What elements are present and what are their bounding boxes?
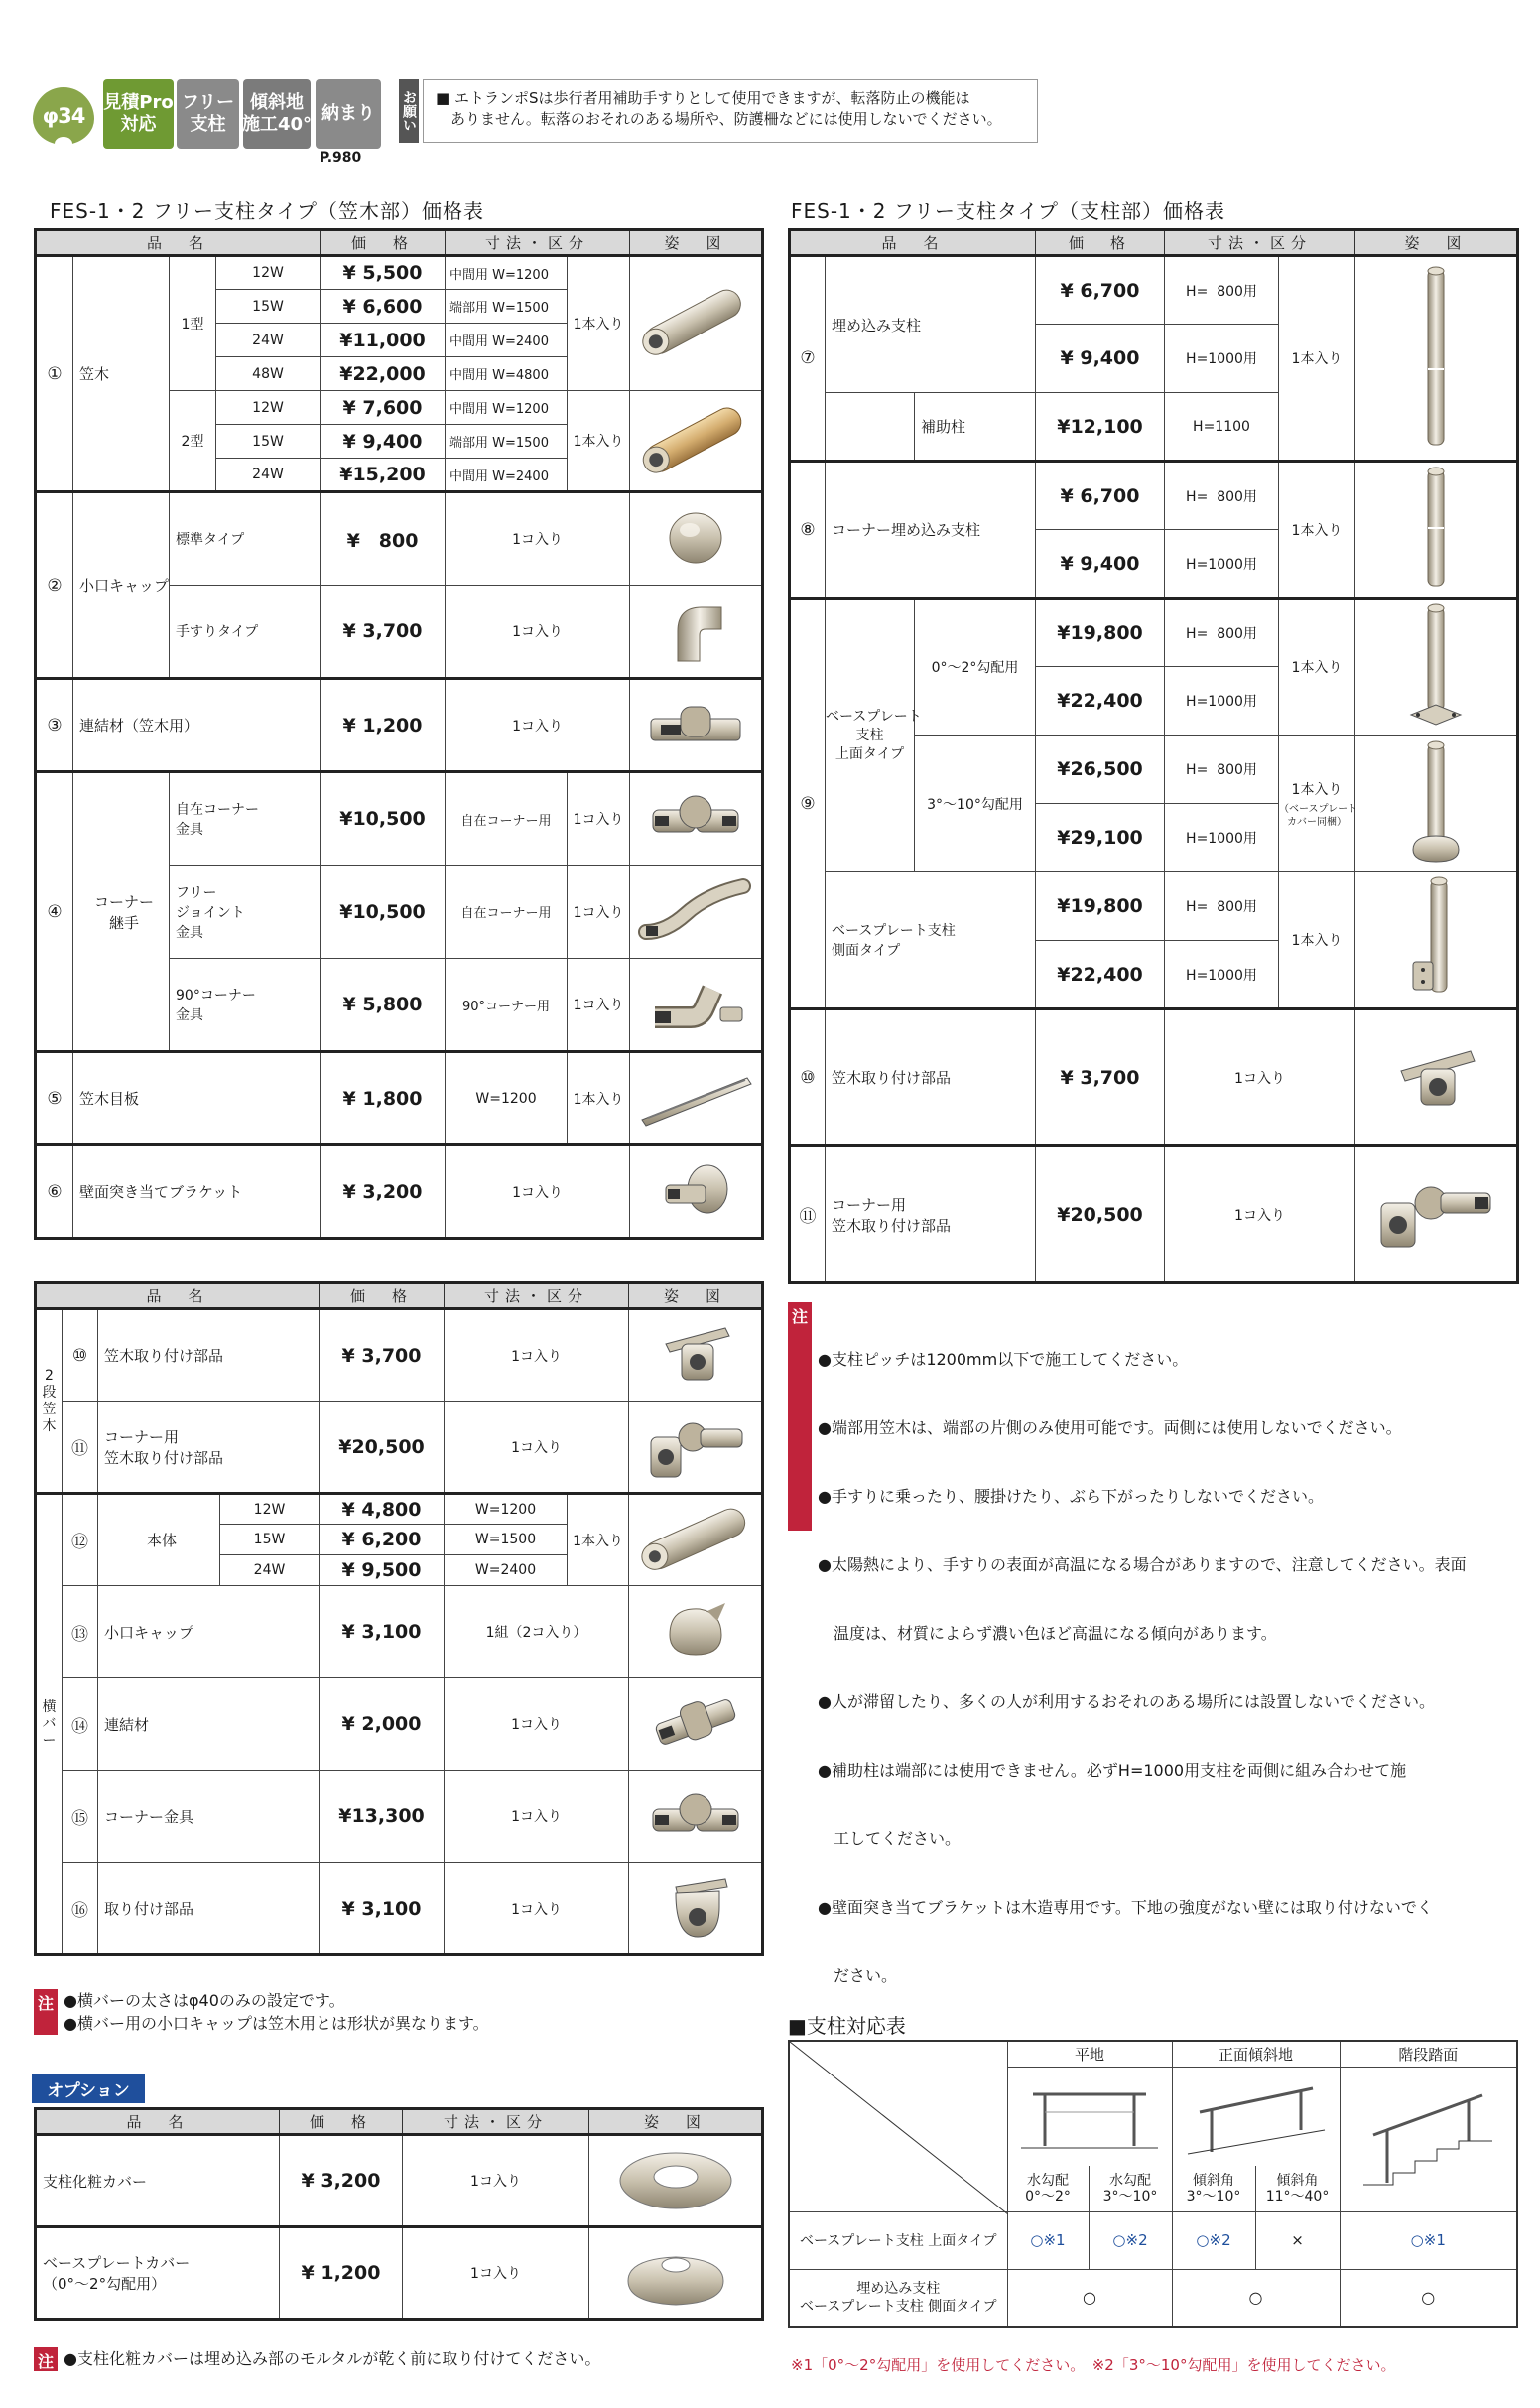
note-tag: 注 xyxy=(788,1302,812,1531)
flat-diagram xyxy=(1007,2067,1172,2166)
header-stairs: 階段踏面 xyxy=(1340,2041,1517,2067)
free-joint-image xyxy=(630,866,763,959)
badge-fitting: 納まり xyxy=(316,79,381,149)
size: 中間用 W=2400 xyxy=(446,459,568,492)
base-plate-post-side-image xyxy=(1355,872,1518,1009)
price: ¥ 6,200 xyxy=(320,1525,445,1555)
corner-embedded-post-image xyxy=(1355,462,1518,599)
item-name: 小口キャップ xyxy=(98,1586,320,1678)
col-image: 姿 図 xyxy=(630,230,763,256)
price: ¥ 7,600 xyxy=(321,391,446,425)
item-name: 補助柱 xyxy=(915,393,1036,462)
price: ¥15,200 xyxy=(321,459,446,492)
quantity: 1コ入り xyxy=(446,586,630,679)
item-name: 笠木 xyxy=(73,256,170,492)
bar-mount-image xyxy=(629,1863,763,1955)
quantity: 1本入り xyxy=(568,1052,630,1145)
price: ¥ 3,100 xyxy=(320,1586,445,1678)
price: ¥13,300 xyxy=(320,1771,445,1863)
width-code: 48W xyxy=(216,357,321,391)
col-price: 価 格 xyxy=(280,2109,403,2135)
size: 端部用 W=1500 xyxy=(446,425,568,459)
width-code: 12W xyxy=(216,391,321,425)
quantity: 1コ入り xyxy=(1165,1009,1355,1146)
col-name: 品 名 xyxy=(36,1283,320,1309)
item-name: 連結材 xyxy=(98,1678,320,1771)
badge-estimate-pro: 見積Pro 対応 xyxy=(103,79,174,149)
price: ¥19,800 xyxy=(1036,599,1165,667)
quantity-note: （ベースプレート カバー同梱） xyxy=(1279,803,1358,828)
item-number: ⑯ xyxy=(63,1863,98,1955)
compat-title: ■支柱対応表 xyxy=(788,2014,906,2038)
width-code: 12W xyxy=(216,256,321,290)
item-number: ⑤ xyxy=(36,1052,73,1145)
price: ¥10,500 xyxy=(321,772,446,866)
quantity: 1本入り xyxy=(568,391,630,492)
size: 自在コーナー用 xyxy=(446,772,568,866)
wall-bracket-image xyxy=(630,1145,763,1239)
item-name: コーナー用 笠木取り付け部品 xyxy=(826,1146,1036,1283)
quantity: 1本入り xyxy=(1279,599,1355,736)
width-code: 12W xyxy=(220,1494,320,1525)
item-number: ⑩ xyxy=(63,1309,98,1402)
price: ¥ 9,400 xyxy=(1036,530,1165,599)
item-number: ⑫ xyxy=(63,1494,98,1586)
right-table-title: FES-1・2 フリー支柱タイプ（支柱部）価格表 xyxy=(791,200,1226,223)
handrail-mount-image xyxy=(1355,1009,1518,1146)
price: ¥ 1,200 xyxy=(280,2227,403,2320)
variant-name: 自在コーナー 金具 xyxy=(170,772,321,866)
subheader: 水勾配 3°～10° xyxy=(1089,2166,1172,2211)
diagonal-cell xyxy=(789,2041,1007,2211)
page-reference[interactable]: P.980 xyxy=(320,150,362,166)
price: ¥20,500 xyxy=(320,1402,445,1494)
price: ¥11,000 xyxy=(321,324,446,357)
type-label: 2型 xyxy=(170,391,216,492)
price: ¥ 9,400 xyxy=(321,425,446,459)
price: ¥ 6,700 xyxy=(1036,462,1165,530)
price: ¥ 3,100 xyxy=(320,1863,445,1955)
header-flat: 平地 xyxy=(1007,2041,1172,2067)
col-price: 価 格 xyxy=(321,230,446,256)
col-name: 品 名 xyxy=(36,2109,280,2135)
note-tag: 注 xyxy=(34,2347,58,2371)
price: ¥22,000 xyxy=(321,357,446,391)
item-number: ⑦ xyxy=(790,256,826,462)
size: 中間用 W=1200 xyxy=(446,256,568,290)
embedded-post-image xyxy=(1355,256,1518,462)
col-size: 寸法・区分 xyxy=(446,230,630,256)
quantity: 1本入り xyxy=(568,1494,629,1586)
item-name: 支柱化粧カバー xyxy=(36,2135,280,2227)
quantity: 1コ入り xyxy=(568,772,630,866)
compat-value: ○ xyxy=(1007,2269,1172,2327)
width-code: 15W xyxy=(216,290,321,324)
quantity: 1本入り xyxy=(1279,256,1355,462)
post-price-table xyxy=(788,228,1519,1284)
bar-connector-image xyxy=(629,1678,763,1771)
item-number: ⑬ xyxy=(63,1586,98,1678)
size: W=1500 xyxy=(445,1525,568,1555)
col-name: 品 名 xyxy=(36,230,321,256)
item-name: コーナー金具 xyxy=(98,1771,320,1863)
price: ¥12,100 xyxy=(1036,393,1165,462)
connector-image xyxy=(630,679,763,772)
item-number: ① xyxy=(36,256,73,492)
price: ¥ 6,700 xyxy=(1036,256,1165,325)
bar-end-cap-image xyxy=(629,1586,763,1678)
size: H= 800用 xyxy=(1165,256,1279,325)
bar-notes xyxy=(34,1989,761,2035)
end-cap-standard-image xyxy=(630,492,763,586)
item-name: 取り付け部品 xyxy=(98,1863,320,1955)
double-rail-corner-mount-image xyxy=(629,1402,763,1494)
slope-range: 3°～10°勾配用 xyxy=(915,736,1036,872)
item-number: ⑭ xyxy=(63,1678,98,1771)
item-number: ⑥ xyxy=(36,1145,73,1239)
base-plate-post-top-image xyxy=(1355,599,1518,736)
price: ¥ 800 xyxy=(321,492,446,586)
base-plate-post-top-cover-image xyxy=(1355,736,1518,872)
item-name: 笠木取り付け部品 xyxy=(98,1309,320,1402)
row-label: ベースプレート支柱 上面タイプ xyxy=(789,2211,1007,2269)
size: W=2400 xyxy=(445,1555,568,1586)
slope-range: 0°～2°勾配用 xyxy=(915,599,1036,736)
price: ¥ 2,000 xyxy=(320,1678,445,1771)
item-number: ⑪ xyxy=(63,1402,98,1494)
item-name: 小口キャップ xyxy=(73,492,170,679)
cover-plate-image xyxy=(630,1052,763,1145)
size: H= 800用 xyxy=(1165,599,1279,667)
size: H=1000用 xyxy=(1165,530,1279,599)
quantity: 1コ入り xyxy=(446,679,630,772)
col-image: 姿 図 xyxy=(629,1283,763,1309)
price: ¥ 6,600 xyxy=(321,290,446,324)
subheader: 傾斜角 3°～10° xyxy=(1172,2166,1255,2211)
quantity: 1コ入り xyxy=(445,1678,629,1771)
size: H=1000用 xyxy=(1165,325,1279,393)
price: ¥ 3,200 xyxy=(321,1145,446,1239)
price: ¥ 9,500 xyxy=(320,1555,445,1586)
quantity: 1コ入り xyxy=(446,1145,630,1239)
quantity: 1本入り xyxy=(1279,872,1355,1009)
item-name: コーナー 継手 xyxy=(73,772,170,1052)
price: ¥ 3,700 xyxy=(320,1309,445,1402)
price: ¥ 9,400 xyxy=(1036,325,1165,393)
header-front-slope: 正面傾斜地 xyxy=(1172,2041,1340,2067)
size: W=1200 xyxy=(445,1494,568,1525)
col-price: 価 格 xyxy=(1036,230,1165,256)
quantity: 1コ入り xyxy=(445,1771,629,1863)
horizontal-bar-image xyxy=(629,1494,763,1586)
note-text: ●支柱化粧カバーは埋め込み部のモルタルが乾く前に取り付けてください。 xyxy=(64,2349,601,2368)
item-number: ⑩ xyxy=(790,1009,826,1146)
compatibility-table xyxy=(788,2040,1518,2328)
item-name: 笠木目板 xyxy=(73,1052,321,1145)
quantity: 1コ入り xyxy=(445,1863,629,1955)
stairs-diagram xyxy=(1340,2067,1517,2211)
size: 中間用 W=2400 xyxy=(446,324,568,357)
size: H= 800用 xyxy=(1165,872,1279,941)
item-name: ベースプレート 支柱 上面タイプ xyxy=(826,599,915,872)
compat-value: ○ xyxy=(1172,2269,1340,2327)
quantity: 1コ入り xyxy=(445,1309,629,1402)
size: 中間用 W=4800 xyxy=(446,357,568,391)
note-lines: ●支柱ピッチは1200mm以下で施工してください。 ●端部用笠木は、端部の片側のみ使用可能です。両側には使用しないでください。 ●手すりに乗ったり、腰掛けたり、ぶら下がったりしないでください。 ●太陽熱により、手すりの表面が高温になる場合がありますので、注意してください。表面 温度は、材質によらず濃い色ほど高温になる傾向があります。 ●人が滞留したり、多くの人が利用するおそれのある場所には設置しないでください。 ●補助柱は端部には使用できません。必ずH=1000用支柱を両側に組み合わせて施 工してください。 ●壁面突き当てブラケットは木造専用です。下地の強度がない壁には取り付けないでく ださい。 xyxy=(818,1350,1467,1985)
quantity: 1本入り xyxy=(1279,462,1355,599)
corner-90-fitting-image xyxy=(630,959,763,1052)
size: H=1000用 xyxy=(1165,667,1279,736)
variant-name: 手すりタイプ xyxy=(170,586,321,679)
item-number: ③ xyxy=(36,679,73,772)
post-notes xyxy=(788,1302,1516,1985)
width-code: 24W xyxy=(216,459,321,492)
request-text: ■ エトランポSは歩行者用補助手すりとして使用できますが、転落防止の機能は ありません。転落のおそれのある場所や、防護柵などには使用しないでください。 xyxy=(423,79,1038,143)
row-label: 埋め込み支柱 ベースプレート支柱 側面タイプ xyxy=(789,2269,1007,2327)
front-slope-diagram xyxy=(1172,2067,1340,2166)
note-lines: ●横バーの太さはφ40のみの設定です。 ●横バー用の小口キャップは笠木用とは形状が異なります。 xyxy=(64,1991,489,2033)
size: 中間用 W=1200 xyxy=(446,391,568,425)
price: ¥20,500 xyxy=(1036,1146,1165,1283)
quantity: 1コ入り xyxy=(403,2135,589,2227)
kasagi-price-table xyxy=(34,228,764,1240)
compat-value: × xyxy=(1255,2211,1340,2269)
item-number: ⑮ xyxy=(63,1771,98,1863)
item-name: 壁面突き当てブラケット xyxy=(73,1145,321,1239)
bar-corner-fitting-image xyxy=(629,1771,763,1863)
request-tag: お願い xyxy=(399,79,419,143)
price: ¥ 1,200 xyxy=(321,679,446,772)
quantity: 1コ入り xyxy=(445,1402,629,1494)
price: ¥ 5,500 xyxy=(321,256,446,290)
item-number: ④ xyxy=(36,772,73,1052)
price: ¥ 3,200 xyxy=(280,2135,403,2227)
price: ¥19,800 xyxy=(1036,872,1165,941)
kasagi-type1-image xyxy=(630,256,763,391)
compat-footnote: ※1「0°～2°勾配用」を使用してください。 ※2「3°～10°勾配用」を使用してください。 xyxy=(791,2356,1396,2374)
price: ¥ 5,800 xyxy=(321,959,446,1052)
width-code: 24W xyxy=(220,1555,320,1586)
width-code: 15W xyxy=(220,1525,320,1555)
size: 1組（2コ入り） xyxy=(445,1586,629,1678)
option-label: オプション xyxy=(32,2074,145,2103)
col-price: 価 格 xyxy=(320,1283,445,1309)
corner-handrail-mount-image xyxy=(1355,1146,1518,1283)
end-cap-handrail-image xyxy=(630,586,763,679)
col-image: 姿 図 xyxy=(1355,230,1518,256)
size: W=1200 xyxy=(446,1052,568,1145)
badge-free-post: フリー 支柱 xyxy=(177,79,239,149)
subheader: 水勾配 0°～2° xyxy=(1007,2166,1089,2211)
price: ¥ 3,700 xyxy=(321,586,446,679)
col-image: 姿 図 xyxy=(589,2109,763,2135)
item-number: ② xyxy=(36,492,73,679)
diameter-badge: φ34 xyxy=(33,87,94,145)
price: ¥26,500 xyxy=(1036,736,1165,804)
compat-value: ○※2 xyxy=(1172,2211,1255,2269)
width-code: 15W xyxy=(216,425,321,459)
price: ¥22,400 xyxy=(1036,941,1165,1009)
item-name: ベースプレート支柱 側面タイプ xyxy=(826,872,1036,1009)
variant-name: 90°コーナー 金具 xyxy=(170,959,321,1052)
option-price-table xyxy=(34,2107,764,2321)
item-name: ベースプレートカバー （0°～2°勾配用） xyxy=(36,2227,280,2320)
quantity: 1コ入り xyxy=(1165,1146,1355,1283)
quantity: 1本入り xyxy=(568,256,630,391)
price: ¥29,100 xyxy=(1036,804,1165,872)
price: ¥ 4,800 xyxy=(320,1494,445,1525)
group-label: 横 バ ー xyxy=(36,1494,63,1955)
quantity: 1本入り （ベースプレート カバー同梱） xyxy=(1279,736,1355,872)
size: H=1000用 xyxy=(1165,804,1279,872)
col-size: 寸法・区分 xyxy=(1165,230,1355,256)
double-rail-mount-image xyxy=(629,1309,763,1402)
item-name: コーナー用 笠木取り付け部品 xyxy=(98,1402,320,1494)
item-number: ⑪ xyxy=(790,1146,826,1283)
item-number: ⑨ xyxy=(790,599,826,1009)
post-cover-image xyxy=(589,2135,763,2227)
quantity: 1コ入り xyxy=(403,2227,589,2320)
type-label: 1型 xyxy=(170,256,216,391)
quantity: 1コ入り xyxy=(568,866,630,959)
item-number: ⑧ xyxy=(790,462,826,599)
kasagi-type2-image xyxy=(630,391,763,492)
quantity: 1コ入り xyxy=(568,959,630,1052)
price: ¥22,400 xyxy=(1036,667,1165,736)
col-name: 品 名 xyxy=(790,230,1036,256)
badge-slope: 傾斜地 施工40° xyxy=(243,79,311,149)
base-plate-cover-image xyxy=(589,2227,763,2320)
size: 90°コーナー用 xyxy=(446,959,568,1052)
subheader: 傾斜角 11°～40° xyxy=(1255,2166,1340,2211)
free-corner-fitting-image xyxy=(630,772,763,866)
size: H= 800用 xyxy=(1165,736,1279,804)
size: H=1100 xyxy=(1165,393,1279,462)
group-label: 2 段 笠 木 xyxy=(36,1309,63,1494)
variant-name: フリー ジョイント 金具 xyxy=(170,866,321,959)
variant-name: 標準タイプ xyxy=(170,492,321,586)
compat-value: ○※1 xyxy=(1007,2211,1089,2269)
quantity: 1コ入り xyxy=(446,492,630,586)
double-rail-price-table xyxy=(34,1281,764,1956)
compat-value: ○※1 xyxy=(1340,2211,1517,2269)
price: ¥ 1,800 xyxy=(321,1052,446,1145)
compat-value: ○ xyxy=(1340,2269,1517,2327)
item-name: 埋め込み支柱 xyxy=(826,256,1036,393)
col-size: 寸法・区分 xyxy=(403,2109,589,2135)
option-note xyxy=(34,2347,761,2371)
price: ¥ 3,700 xyxy=(1036,1009,1165,1146)
compat-value: ○※2 xyxy=(1089,2211,1172,2269)
size: H=1000用 xyxy=(1165,941,1279,1009)
col-size: 寸法・区分 xyxy=(445,1283,629,1309)
item-name: 本体 xyxy=(98,1494,220,1586)
item-name: コーナー埋め込み支柱 xyxy=(826,462,1036,599)
item-name: 笠木取り付け部品 xyxy=(826,1009,1036,1146)
price: ¥10,500 xyxy=(321,866,446,959)
size: 端部用 W=1500 xyxy=(446,290,568,324)
note-tag: 注 xyxy=(34,1989,58,2035)
size: 自在コーナー用 xyxy=(446,866,568,959)
width-code: 24W xyxy=(216,324,321,357)
size: H= 800用 xyxy=(1165,462,1279,530)
left-table-title: FES-1・2 フリー支柱タイプ（笠木部）価格表 xyxy=(50,200,485,223)
item-name: 連結材（笠木用） xyxy=(73,679,321,772)
